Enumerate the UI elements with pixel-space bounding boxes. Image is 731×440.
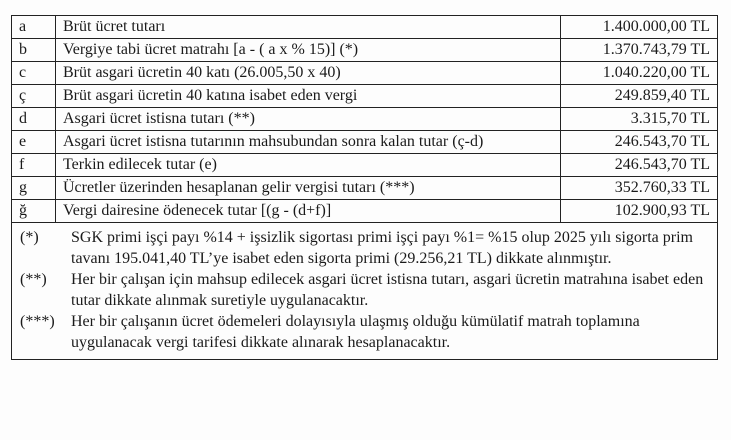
- row-description: Vergi dairesine ödenecek tutar [(g - (d+f)]: [56, 200, 561, 223]
- row-description: Brüt asgari ücretin 40 katı (26.005,50 x 40): [56, 62, 561, 85]
- row-description: Asgari ücret istisna tutarının mahsubundan sonra kalan tutar (ç-d): [56, 131, 561, 154]
- row-amount: 3.315,70 TL: [561, 108, 718, 131]
- row-amount: 246.543,70 TL: [561, 131, 718, 154]
- tax-calculation-document: [11, 15, 718, 360]
- row-amount: 1.400.000,00 TL: [561, 16, 718, 39]
- row-key: d: [12, 108, 56, 131]
- row-key: f: [12, 154, 56, 177]
- row-key: e: [12, 131, 56, 154]
- row-key: b: [12, 39, 56, 62]
- footnote: [18, 311, 711, 353]
- table-row: [12, 200, 717, 223]
- footnote-mark: (**): [20, 271, 47, 288]
- row-key: ç: [12, 85, 56, 108]
- table-row: [12, 85, 717, 108]
- row-amount: 1.370.743,79 TL: [561, 39, 718, 62]
- table-row: [12, 62, 717, 85]
- row-description: Brüt ücret tutarı: [56, 16, 561, 39]
- row-amount: 249.859,40 TL: [561, 85, 718, 108]
- row-amount: 352.760,33 TL: [561, 177, 718, 200]
- footnote-text: Her bir çalışanın ücret ödemeleri dolayısıyla ulaşmış olduğu kümülatif matrah toplamına uygulanacak vergi tarifesi dikkate alınarak hesaplanacaktır.: [71, 313, 640, 351]
- table-row: [12, 39, 717, 62]
- footnote: [18, 227, 711, 269]
- footnote-text: SGK primi işçi payı %14 + işsizlik sigortası primi işçi payı %1= %15 olup 2025 yılı sigorta prim tavanı 195.041,40 TL’ye isabet eden sigorta primi (29.256,21 TL) dikkate alınmıştır.: [71, 229, 693, 267]
- table-row: [12, 131, 717, 154]
- footnote: [18, 269, 711, 311]
- table-row: [12, 154, 717, 177]
- row-description: Asgari ücret istisna tutarı (**): [56, 108, 561, 131]
- row-description: Ücretler üzerinden hesaplanan gelir vergisi tutarı (***): [56, 177, 561, 200]
- tax-calculation-table: [12, 16, 717, 223]
- row-description: Brüt asgari ücretin 40 katına isabet eden vergi: [56, 85, 561, 108]
- footnotes: [12, 223, 717, 359]
- row-key: ğ: [12, 200, 56, 223]
- row-key: g: [12, 177, 56, 200]
- row-amount: 1.040.220,00 TL: [561, 62, 718, 85]
- row-description: Terkin edilecek tutar (e): [56, 154, 561, 177]
- row-amount: 102.900,93 TL: [561, 200, 718, 223]
- row-key: a: [12, 16, 56, 39]
- footnote-text: Her bir çalışan için mahsup edilecek asgari ücret istisna tutarı, asgari ücretin matrahına isabet eden tutar dikkate alınmak suretiyle uygulanacaktır.: [71, 271, 704, 309]
- footnote-mark: (*): [20, 229, 39, 246]
- row-amount: 246.543,70 TL: [561, 154, 718, 177]
- table-row: [12, 177, 717, 200]
- table-row: [12, 108, 717, 131]
- row-key: c: [12, 62, 56, 85]
- table-row: [12, 16, 717, 39]
- row-description: Vergiye tabi ücret matrahı [a - ( a x % 15)] (*): [56, 39, 561, 62]
- footnote-mark: (***): [20, 313, 55, 330]
